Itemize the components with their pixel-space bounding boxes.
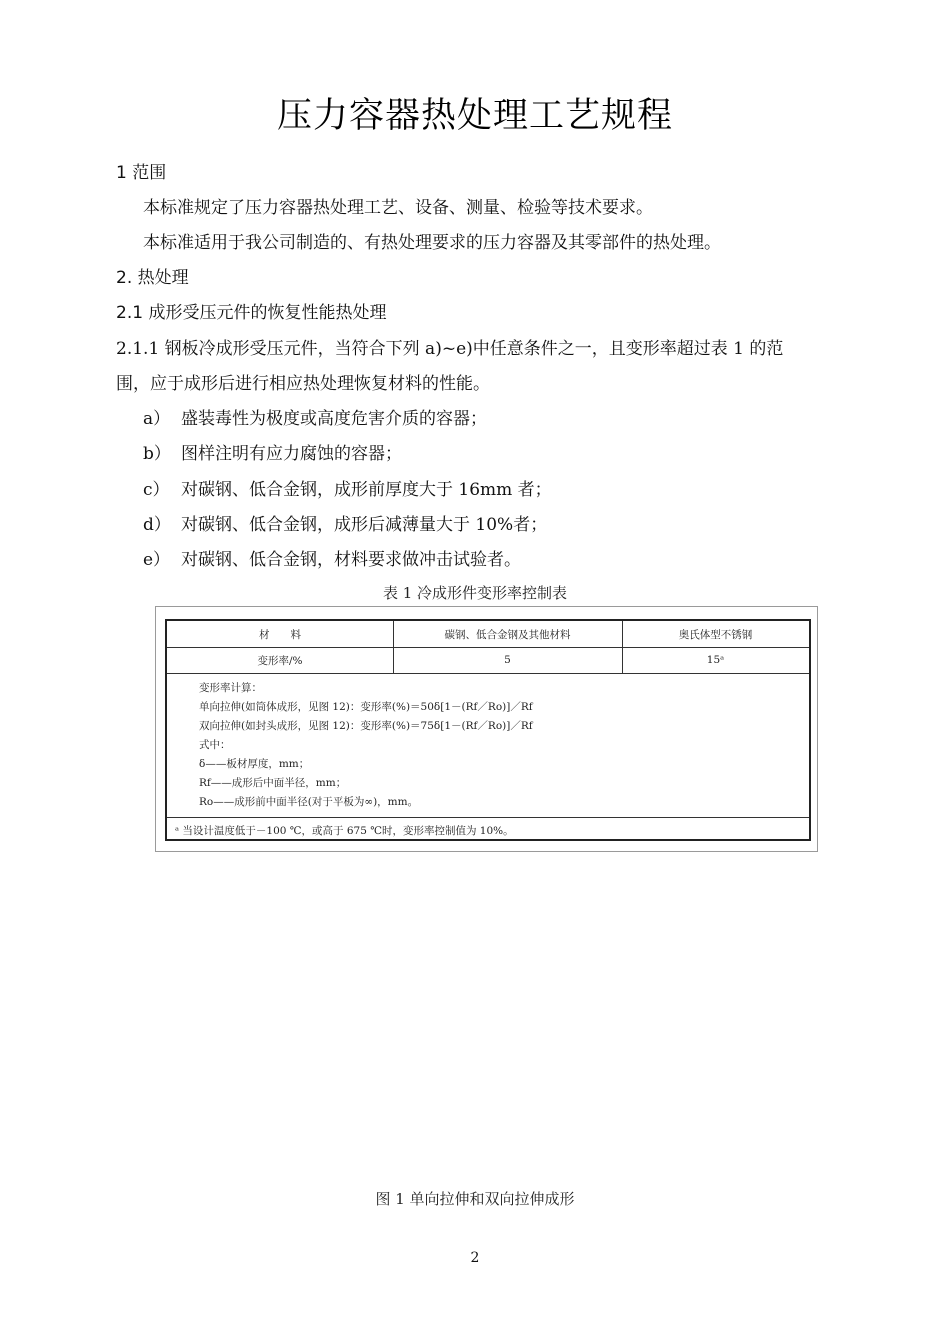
- list-item-e: [143, 545, 521, 570]
- table-note-line: 单向拉伸(如筒体成形，见图 12)：变形率(%)＝50δ[1－(Rf／Ro)]／Rf: [199, 701, 533, 713]
- table-column-divider: [622, 621, 623, 673]
- table-note-line: 双向拉伸(如封头成形，见图 12)：变形率(%)＝75δ[1－(Rf／Ro)]／Rf: [199, 720, 533, 732]
- page-number: 2: [470, 1250, 480, 1266]
- list-item-text: 图样注明有应力腐蚀的容器；: [181, 444, 402, 464]
- table-note-line: Rf——成形后中面半径，mm；: [199, 777, 347, 789]
- table-caption: 表 1 冷成形件变形率控制表: [382, 584, 568, 602]
- table-divider: [167, 673, 809, 674]
- table-cell-label: 变形率/%: [257, 654, 303, 667]
- list-item-text: 对碳钢、低合金钢，材料要求做冲击试验者。: [181, 550, 521, 570]
- table-divider: [167, 817, 809, 818]
- list-item-label: a）: [143, 409, 171, 429]
- scanned-table-image: [155, 606, 818, 852]
- list-item-a: [143, 404, 487, 429]
- table-cell-austenitic-value: 15ᵃ: [706, 654, 725, 666]
- list-item-text: 对碳钢、低合金钢，成形前厚度大于 16mm 者；: [181, 480, 552, 500]
- list-item-label: e）: [143, 550, 171, 570]
- table-note-line: δ——板材厚度，mm；: [199, 758, 310, 770]
- list-item-label: b）: [143, 444, 171, 464]
- list-item-b: [143, 439, 402, 464]
- section-1-paragraph-2: 本标准适用于我公司制造的、有热处理要求的压力容器及其零部件的热处理。: [143, 233, 721, 253]
- section-2-1-1-line-2: 围，应于成形后进行相应热处理恢复材料的性能。: [116, 374, 490, 394]
- table-header-carbon-steel: 碳钢、低合金钢及其他材料: [444, 628, 571, 641]
- list-item-label: d）: [143, 515, 171, 535]
- section-2-heading: 2. 热处理: [116, 268, 189, 288]
- table-note-line: Ro——成形前中面半径(对于平板为∞)，mm。: [199, 796, 419, 808]
- list-item-text: 盛装毒性为极度或高度危害介质的容器；: [181, 409, 487, 429]
- table-footnote: ᵃ 当设计温度低于－100 ℃，或高于 675 ℃时，变形率控制值为 10%。: [175, 825, 514, 837]
- page-title: 压力容器热处理工艺规程: [276, 96, 673, 136]
- list-item-c: [143, 475, 552, 500]
- table-notes: [199, 679, 533, 812]
- table-header-material: 材 料: [259, 628, 301, 641]
- section-1-heading: 1 范围: [116, 163, 167, 183]
- section-2-1-1-line-1: 2.1.1 钢板冷成形受压元件，当符合下列 a)~e)中任意条件之一，且变形率超过表 1 的范: [116, 339, 784, 359]
- table-note-line: 变形率计算：: [199, 682, 262, 694]
- list-item-d: [143, 510, 547, 535]
- table-cell-carbon-value: 5: [504, 654, 511, 666]
- list-item-label: c）: [143, 480, 170, 500]
- figure-caption: 图 1 单向拉伸和双向拉伸成形: [375, 1190, 575, 1208]
- section-1-paragraph-1: 本标准规定了压力容器热处理工艺、设备、测量、检验等技术要求。: [143, 198, 653, 218]
- list-item-text: 对碳钢、低合金钢，成形后减薄量大于 10%者；: [181, 515, 548, 535]
- table-note-line: 式中：: [199, 739, 231, 751]
- section-2-1-heading: 2.1 成形受压元件的恢复性能热处理: [116, 303, 387, 323]
- table-header-austenitic-steel: 奥氏体型不锈钢: [678, 628, 753, 641]
- deformation-rate-table: [165, 619, 811, 841]
- table-column-divider: [393, 621, 394, 673]
